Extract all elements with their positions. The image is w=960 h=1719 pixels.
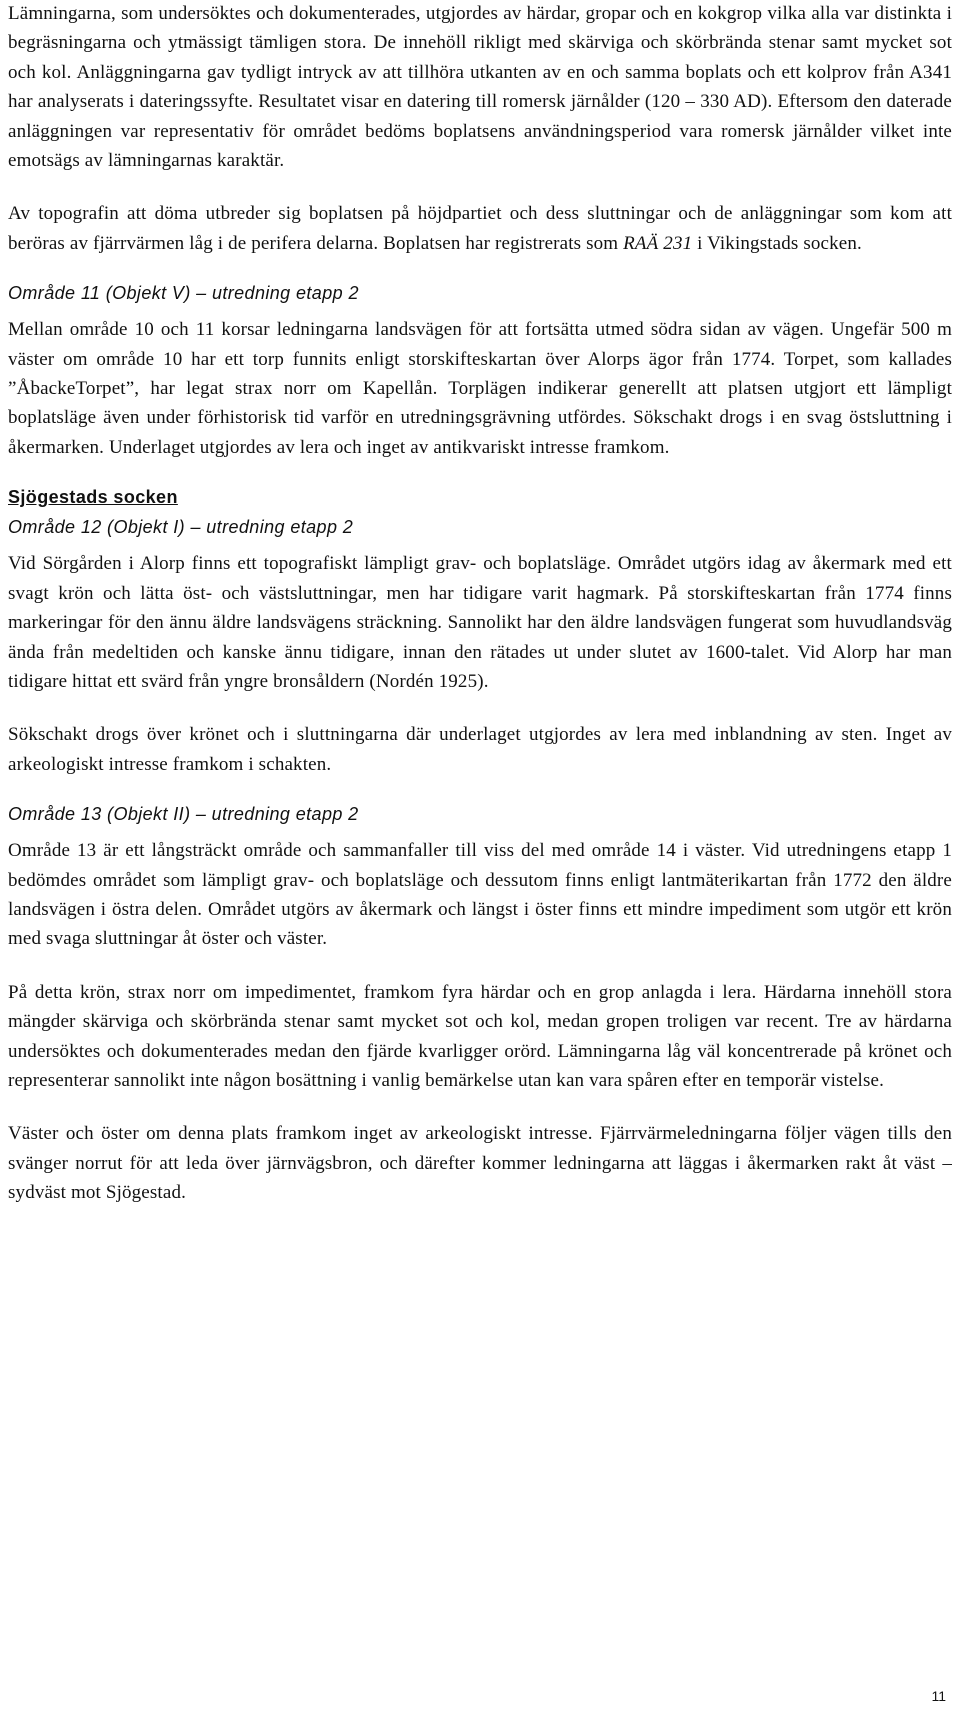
body-paragraph: Mellan område 10 och 11 korsar ledningarna landsvägen för att fortsätta utmed södra sidan av vägen. Ungefär 500 m väster om område 10 har ett torp funnits enligt storskifteskartan över Alorps ägor från 1774. Torpet, som kallades ”ÅbackeTorpet”, har legat strax norr om Kapellån. Torplägen indikerar generellt att platsen utgjort ett lämpligt boplatsläge även under förhistorisk tid varför en utredningsgrävning utfördes. Sökschakt drogs i en svag östsluttning i åkermarken. Underlaget utgjordes av lera och inget av antikvariskt intresse framkom. — [8, 319, 952, 458]
body-paragraph — [8, 199, 952, 258]
site-reference: RAÄ 231 — [623, 232, 693, 254]
body-paragraph: På detta krön, strax norr om impedimentet, framkom fyra härdar och en grop anlagda i lera. Härdarna innehöll stora mängder skärviga och skörbrända stenar samt mycket sot och kol, medan gropen troligen var recent. Tre av härdarna undersöktes och dokumenterades medan den fjärde kvarligger orörd. Lämningarna låg väl koncentrerade på krönet och representerar sannolikt inte någon bosättning i vanlig bemärkelse utan kan vara spåren efter en temporär vistelse. — [8, 981, 952, 1091]
body-paragraph: Väster och öster om denna plats framkom inget av arkeologiskt intresse. Fjärrvärmeledningarna följer vägen tills den svänger norrut för att leda över järnvägsbron, och därefter kommer ledningarna att läggas i åkermarken rakt åt väst – sydväst mot Sjögestad. — [8, 1123, 952, 1204]
page-number: 11 — [931, 1688, 946, 1704]
parish-heading: Sjögestads socken — [8, 487, 178, 508]
body-paragraph: Lämningarna, som undersöktes och dokumenterades, utgjordes av härdar, gropar och en kokgrop vilka alla var distinkta i begräsningarna och ytmässigt tämligen stora. De innehöll rikligt med skärviga och skörbrända stenar samt mycket sot och kol. Anläggningarna gav tydligt intryck av att tillhöra utkanten av en och samma boplats och ett kolprov från A341 har analyserats i dateringssyfte. Resultatet visar en datering till romersk järnålder (120 – 330 AD). Eftersom den daterade anläggningen var representativ för området bedöms boplatsens användningsperiod vara romersk järnålder vilket inte emotsägs av lämningarnas karaktär. — [8, 3, 952, 172]
section-heading-area-12: Område 12 (Objekt I) – utredning etapp 2 — [8, 517, 354, 538]
section-heading-area-13: Område 13 (Objekt II) – utredning etapp 2 — [8, 804, 359, 825]
section-heading-area-11: Område 11 (Objekt V) – utredning etapp 2 — [8, 283, 359, 304]
body-paragraph: Vid Sörgården i Alorp finns ett topografiskt lämpligt grav- och boplatsläge. Området utgörs idag av åkermark med ett svagt krön och lätta öst- och västsluttningar, men har tidigare varit hagmark. På storskifteskartan från 1774 finns markeringar för den ännu äldre landsvägens sträckning. Sannolikt har den äldre landsvägen fungerat som huvudlandsväg ända från medeltiden och kanske ännu tidigare, innan den rätades ut under slutet av 1600-talet. Vid Alorp har man tidigare hittat ett svärd från yngre bronsåldern (Nordén 1925). — [8, 553, 952, 692]
body-paragraph: Sökschakt drogs över krönet och i sluttningarna där underlaget utgjordes av lera med inblandning av sten. Inget av arkeologiskt intresse framkom i schakten. — [8, 724, 952, 775]
document-page — [8, 0, 952, 1232]
text-run: i Vikingstads socken. — [692, 232, 862, 254]
text-run: Av topografin att döma utbreder sig boplatsen på höjdpartiet och dess sluttningar och de anläggningar som kom att beröras av fjärrvärmen låg i de perifera delarna. Boplatsen har registrerats som — [8, 203, 952, 254]
body-paragraph: Område 13 är ett långsträckt område och sammanfaller till viss del med område 14 i väster. Vid utredningens etapp 1 bedömdes området som lämpligt grav- och boplatsläge och dessutom finns enligt lantmäterikartan från 1772 den äldre landsvägen i östra delen. Området utgörs av åkermark och längst i öster finns ett mindre impediment som utgör ett krön med svaga sluttningar åt öster och väster. — [8, 840, 952, 950]
